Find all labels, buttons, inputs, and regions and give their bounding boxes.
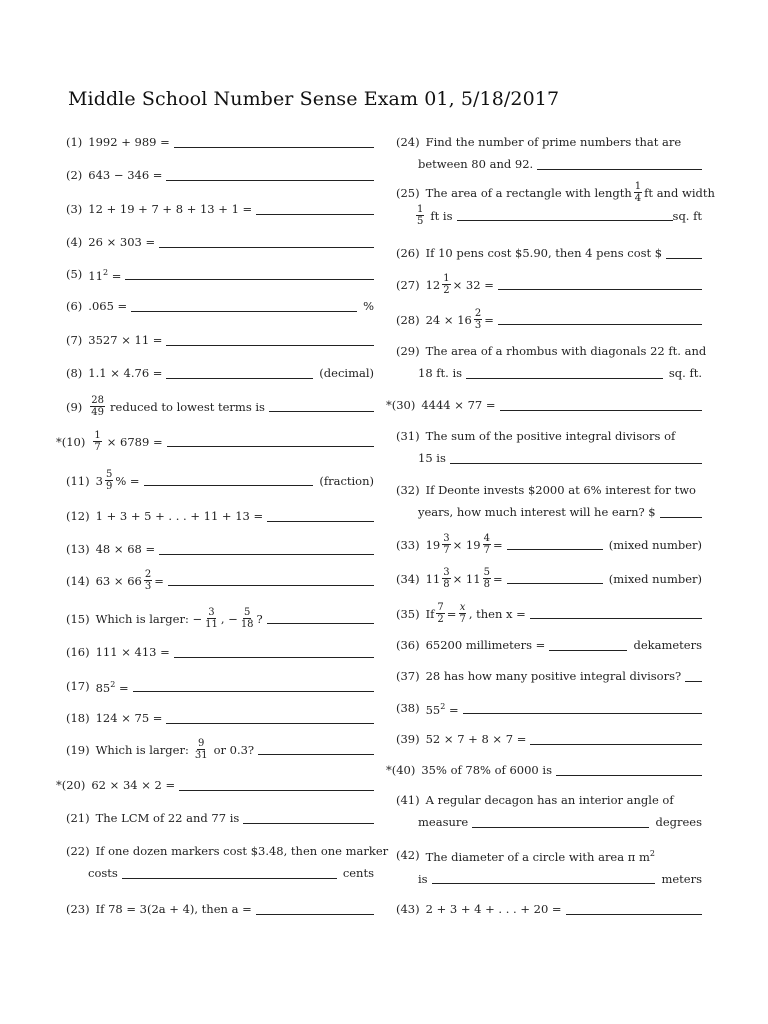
question-8 <box>66 362 374 384</box>
exponent: 2 <box>440 702 446 711</box>
fraction: $\frac{7}{2}$ <box>437 602 444 625</box>
question-24 <box>396 131 702 175</box>
answer-blank[interactable] <box>166 180 374 181</box>
answer-blank[interactable] <box>498 289 702 290</box>
question-number: *(40) <box>386 763 416 777</box>
question-number: (6) <box>66 299 83 313</box>
answer-blank[interactable] <box>256 214 374 215</box>
question-text <box>96 674 129 699</box>
question-number: (26) <box>396 246 420 260</box>
question-text: % = <box>115 473 140 488</box>
question-number: (28) <box>396 312 420 327</box>
question-number: (22) <box>66 844 90 858</box>
question-number: (8) <box>66 366 83 380</box>
question-number: (14) <box>66 573 90 588</box>
question-number: (39) <box>396 732 420 746</box>
question-number: (33) <box>396 537 420 552</box>
question-text: or 0.3? <box>213 742 255 757</box>
unit-label: sq. ft <box>672 208 702 223</box>
question-number: (38) <box>396 701 420 716</box>
base: 85 <box>95 680 111 695</box>
question-number: (7) <box>66 333 83 347</box>
question-6 <box>66 295 374 317</box>
question-text: 2 + 3 + 4 + . . . + 20 = <box>425 902 562 916</box>
question-text <box>88 262 121 287</box>
unit-label: sq. ft. <box>668 366 702 380</box>
question-number: (9) <box>66 399 83 414</box>
question-17 <box>66 674 374 699</box>
question-31 <box>396 425 702 469</box>
answer-blank[interactable] <box>507 583 603 584</box>
question-25 <box>396 181 715 227</box>
answer-blank[interactable] <box>131 311 357 312</box>
question-number: (15) <box>66 611 90 626</box>
question-28 <box>396 308 702 331</box>
answer-blank[interactable] <box>463 713 702 714</box>
fraction: $\frac{5}{9}$ <box>105 469 113 492</box>
question-text-line2: years, how much interest will he earn? $ <box>418 505 656 519</box>
question-19 <box>66 738 374 761</box>
question-5 <box>66 262 374 287</box>
question-prefix: Which is larger: − <box>95 611 203 626</box>
question-text-line2: costs <box>88 866 118 880</box>
question-text <box>426 696 459 721</box>
question-text: = <box>154 573 164 588</box>
question-16 <box>66 641 374 663</box>
base: 11 <box>88 268 103 283</box>
question-text: 124 × 75 = <box>95 711 163 725</box>
question-number: (21) <box>66 811 90 825</box>
question-27 <box>396 273 702 296</box>
question-text: The LCM of 22 and 77 is <box>95 811 240 825</box>
question-text: ? <box>256 611 263 626</box>
question-40 <box>386 759 702 781</box>
answer-blank[interactable] <box>267 623 374 624</box>
answer-blank[interactable] <box>174 657 374 658</box>
question-number: (43) <box>396 902 420 916</box>
question-15 <box>66 607 374 630</box>
answer-blank[interactable] <box>530 618 702 619</box>
question-text: 4444 × 77 = <box>421 398 496 412</box>
question-number: *(10) <box>56 434 86 449</box>
question-7 <box>66 329 374 351</box>
question-text: The diameter of a circle with area π $m^2$ <box>425 849 655 864</box>
answer-blank[interactable] <box>507 549 603 550</box>
fraction: $\frac{4}{7}$ <box>483 533 490 556</box>
fraction: $\frac{1}{2}$ <box>443 273 450 296</box>
answer-blank[interactable] <box>466 378 663 379</box>
answer-blank[interactable] <box>498 324 702 325</box>
answer-blank[interactable] <box>450 463 702 464</box>
fraction: $\frac{x}{7}$ <box>459 602 466 625</box>
question-32 <box>396 479 702 523</box>
question-text: 26 × 303 = <box>88 235 156 249</box>
question-43 <box>396 898 702 920</box>
question-9 <box>66 395 374 418</box>
question-20 <box>56 774 374 796</box>
question-text: The area of a rhombus with diagonals 22 ft. and <box>425 344 707 358</box>
unit-label: (mixed number) <box>608 571 702 586</box>
unit-label: (mixed number) <box>608 537 702 552</box>
fraction: $\frac{3}{7}$ <box>443 533 450 556</box>
exam-title: Middle School Number Sense Exam 01, 5/18/2017 <box>68 88 560 110</box>
equals: = <box>119 680 129 695</box>
question-12 <box>66 505 374 527</box>
question-number: (42) <box>396 848 420 863</box>
question-14 <box>66 569 374 592</box>
whole-part: × 11 <box>452 571 481 586</box>
answer-blank[interactable] <box>666 258 702 259</box>
answer-blank[interactable] <box>256 914 374 915</box>
question-text: 1 + 3 + 5 + . . . + 11 + 13 = <box>95 509 264 523</box>
question-number: (3) <box>66 202 83 216</box>
question-text-line2: 15 is <box>418 451 446 465</box>
question-text: 62 × 34 × 2 = <box>91 778 176 792</box>
whole-part: 19 <box>425 537 441 552</box>
question-10 <box>56 430 374 453</box>
exponent: 2 <box>110 680 116 689</box>
question-number: (5) <box>66 267 83 282</box>
question-number: *(20) <box>56 778 86 792</box>
unit-label: dekameters <box>633 638 702 652</box>
question-text: = <box>492 537 503 552</box>
question-prefix: If <box>425 606 435 621</box>
question-text-line2: 18 ft. is <box>418 366 463 380</box>
equals: = <box>449 702 459 717</box>
question-30 <box>386 394 702 416</box>
question-number: (12) <box>66 509 90 523</box>
question-number: (34) <box>396 571 420 586</box>
question-4 <box>66 231 374 253</box>
answer-blank[interactable] <box>167 446 374 447</box>
question-text: Find the number of prime numbers that are <box>425 135 682 149</box>
separator: , − <box>220 611 238 626</box>
question-number: (31) <box>396 429 420 443</box>
question-23 <box>66 898 374 920</box>
question-number: (32) <box>396 483 420 497</box>
question-text: 3527 × 11 = <box>88 333 163 347</box>
answer-blank[interactable] <box>530 744 702 745</box>
question-prefix: 63 × 66 <box>95 573 142 588</box>
answer-blank[interactable] <box>166 345 374 346</box>
question-text-line2: ft is <box>430 208 453 223</box>
unit-label: meters <box>661 871 702 886</box>
answer-blank[interactable] <box>269 411 374 412</box>
question-number: (41) <box>396 793 420 807</box>
question-number: (27) <box>396 277 420 292</box>
question-11 <box>66 469 374 492</box>
answer-blank[interactable] <box>549 650 627 651</box>
question-number: (13) <box>66 542 90 556</box>
question-1 <box>66 131 374 153</box>
answer-blank[interactable] <box>166 723 374 724</box>
answer-blank[interactable] <box>472 827 649 828</box>
fraction: $\frac{1}{4}$ <box>634 181 642 204</box>
question-34 <box>396 567 702 590</box>
equals: = <box>111 268 122 283</box>
answer-blank[interactable] <box>159 247 374 248</box>
question-text: The sum of the positive integral divisors of <box>425 429 676 443</box>
question-text: reduced to lowest terms is <box>110 399 265 414</box>
fraction: $\frac{28}{49}$ <box>91 395 105 418</box>
answer-blank[interactable] <box>432 883 656 884</box>
question-41 <box>396 789 702 833</box>
exponent: 2 <box>102 268 109 277</box>
question-38 <box>396 696 702 721</box>
question-text: If Deonte invests $2000 at 6% interest for two <box>425 483 696 497</box>
question-33 <box>396 533 702 556</box>
answer-blank[interactable] <box>556 775 702 776</box>
question-text: 28 has how many positive integral divisors? <box>425 669 682 683</box>
unit-label: (decimal) <box>319 366 374 380</box>
question-text: 52 × 7 + 8 × 7 = <box>425 732 527 746</box>
whole-part: 12 <box>425 277 441 292</box>
fraction: $\frac{1}{7}$ <box>94 430 101 453</box>
whole-part: 11 <box>425 571 441 586</box>
question-number: (24) <box>396 135 420 149</box>
unit-label: % <box>363 299 374 313</box>
question-18 <box>66 707 374 729</box>
question-35 <box>396 602 702 625</box>
question-21 <box>66 807 374 829</box>
whole-part: 3 <box>95 473 103 488</box>
question-text: , then x = <box>468 606 526 621</box>
question-39 <box>396 728 702 750</box>
fraction: $\frac{5}{8}$ <box>483 567 490 590</box>
whole-part: × 19 <box>452 537 481 552</box>
answer-blank[interactable] <box>133 691 374 692</box>
question-text-line2: measure <box>418 815 469 829</box>
question-text-line2: between 80 and 92. <box>418 157 534 171</box>
equals: = <box>446 606 457 621</box>
question-text: 12 + 19 + 7 + 8 + 13 + 1 = <box>88 202 253 216</box>
answer-blank[interactable] <box>537 169 702 170</box>
question-number: (16) <box>66 645 90 659</box>
question-text: 35% of 78% of 6000 is <box>421 763 552 777</box>
answer-blank[interactable] <box>166 378 313 379</box>
answer-blank[interactable] <box>457 220 673 221</box>
question-29 <box>396 340 707 384</box>
question-text: 1.1 × 4.76 = <box>88 366 163 380</box>
question-text: = <box>484 312 494 327</box>
unit-label: (fraction) <box>319 473 374 488</box>
fraction: $\frac{1}{5}$ <box>417 204 424 227</box>
answer-blank[interactable] <box>168 585 374 586</box>
question-number: (25) <box>396 185 420 200</box>
question-number: (2) <box>66 168 83 182</box>
question-text: 65200 millimeters = <box>425 638 546 652</box>
answer-blank[interactable] <box>267 521 374 522</box>
question-text: × 6789 = <box>106 434 163 449</box>
answer-blank[interactable] <box>258 754 374 755</box>
question-text-line2: is <box>418 871 428 886</box>
fraction: $\frac{3}{11}$ <box>205 607 218 630</box>
question-3 <box>66 198 374 220</box>
question-42 <box>396 843 702 890</box>
answer-blank[interactable] <box>159 554 374 555</box>
answer-blank[interactable] <box>125 279 374 280</box>
question-number: (4) <box>66 235 83 249</box>
question-text: × 32 = <box>452 277 494 292</box>
question-number: (1) <box>66 135 83 149</box>
answer-blank[interactable] <box>685 681 702 682</box>
question-text: .065 = <box>88 299 128 313</box>
fraction: $\frac{5}{18}$ <box>240 607 254 630</box>
fraction: $\frac{2}{3}$ <box>474 308 482 331</box>
question-number: (17) <box>66 679 90 694</box>
question-2 <box>66 164 374 186</box>
answer-blank[interactable] <box>144 485 314 486</box>
question-number: (11) <box>66 473 90 488</box>
exponent: 2 <box>649 849 655 858</box>
question-number: (37) <box>396 669 420 683</box>
fraction: $\frac{9}{31}$ <box>194 738 208 761</box>
question-text: A regular decagon has an interior angle of <box>425 793 674 807</box>
answer-blank[interactable] <box>566 914 702 915</box>
answer-blank[interactable] <box>500 410 703 411</box>
question-text: If 10 pens cost $5.90, then 4 pens cost $ <box>425 246 663 260</box>
question-37 <box>396 665 702 687</box>
answer-blank[interactable] <box>122 878 337 879</box>
answer-blank[interactable] <box>179 790 374 791</box>
question-middle: ft and width <box>644 185 715 200</box>
question-prefix: The area of a rectangle with length <box>425 185 632 200</box>
question-text: 1992 + 989 = <box>88 135 170 149</box>
question-text: 111 × 413 = <box>95 645 170 659</box>
question-prefix: 24 × 16 <box>425 312 472 327</box>
question-13 <box>66 538 374 560</box>
question-22 <box>66 840 389 884</box>
question-26 <box>396 242 702 264</box>
question-number: (19) <box>66 742 90 757</box>
question-number: *(30) <box>386 398 416 412</box>
fraction: $\frac{2}{3}$ <box>144 569 152 592</box>
question-text: If one dozen markers cost $3.48, then one marker <box>95 844 389 858</box>
question-number: (23) <box>66 902 90 916</box>
question-text: If 78 = 3(2a + 4), then a = <box>95 902 252 916</box>
question-text: 643 − 346 = <box>88 168 163 182</box>
question-text: 48 × 68 = <box>95 542 156 556</box>
question-text: = <box>492 571 503 586</box>
base: 55 <box>425 702 441 717</box>
answer-blank[interactable] <box>660 517 702 518</box>
question-number: (18) <box>66 711 90 725</box>
question-36 <box>396 634 702 656</box>
answer-blank[interactable] <box>243 823 374 824</box>
fraction: $\frac{3}{8}$ <box>443 567 450 590</box>
question-prefix: Which is larger: <box>95 742 189 757</box>
unit-label: cents <box>342 866 374 880</box>
question-number: (29) <box>396 344 420 358</box>
answer-blank[interactable] <box>174 147 374 148</box>
question-number: (35) <box>396 606 420 621</box>
question-number: (36) <box>396 638 420 652</box>
unit-label: degrees <box>655 815 702 829</box>
